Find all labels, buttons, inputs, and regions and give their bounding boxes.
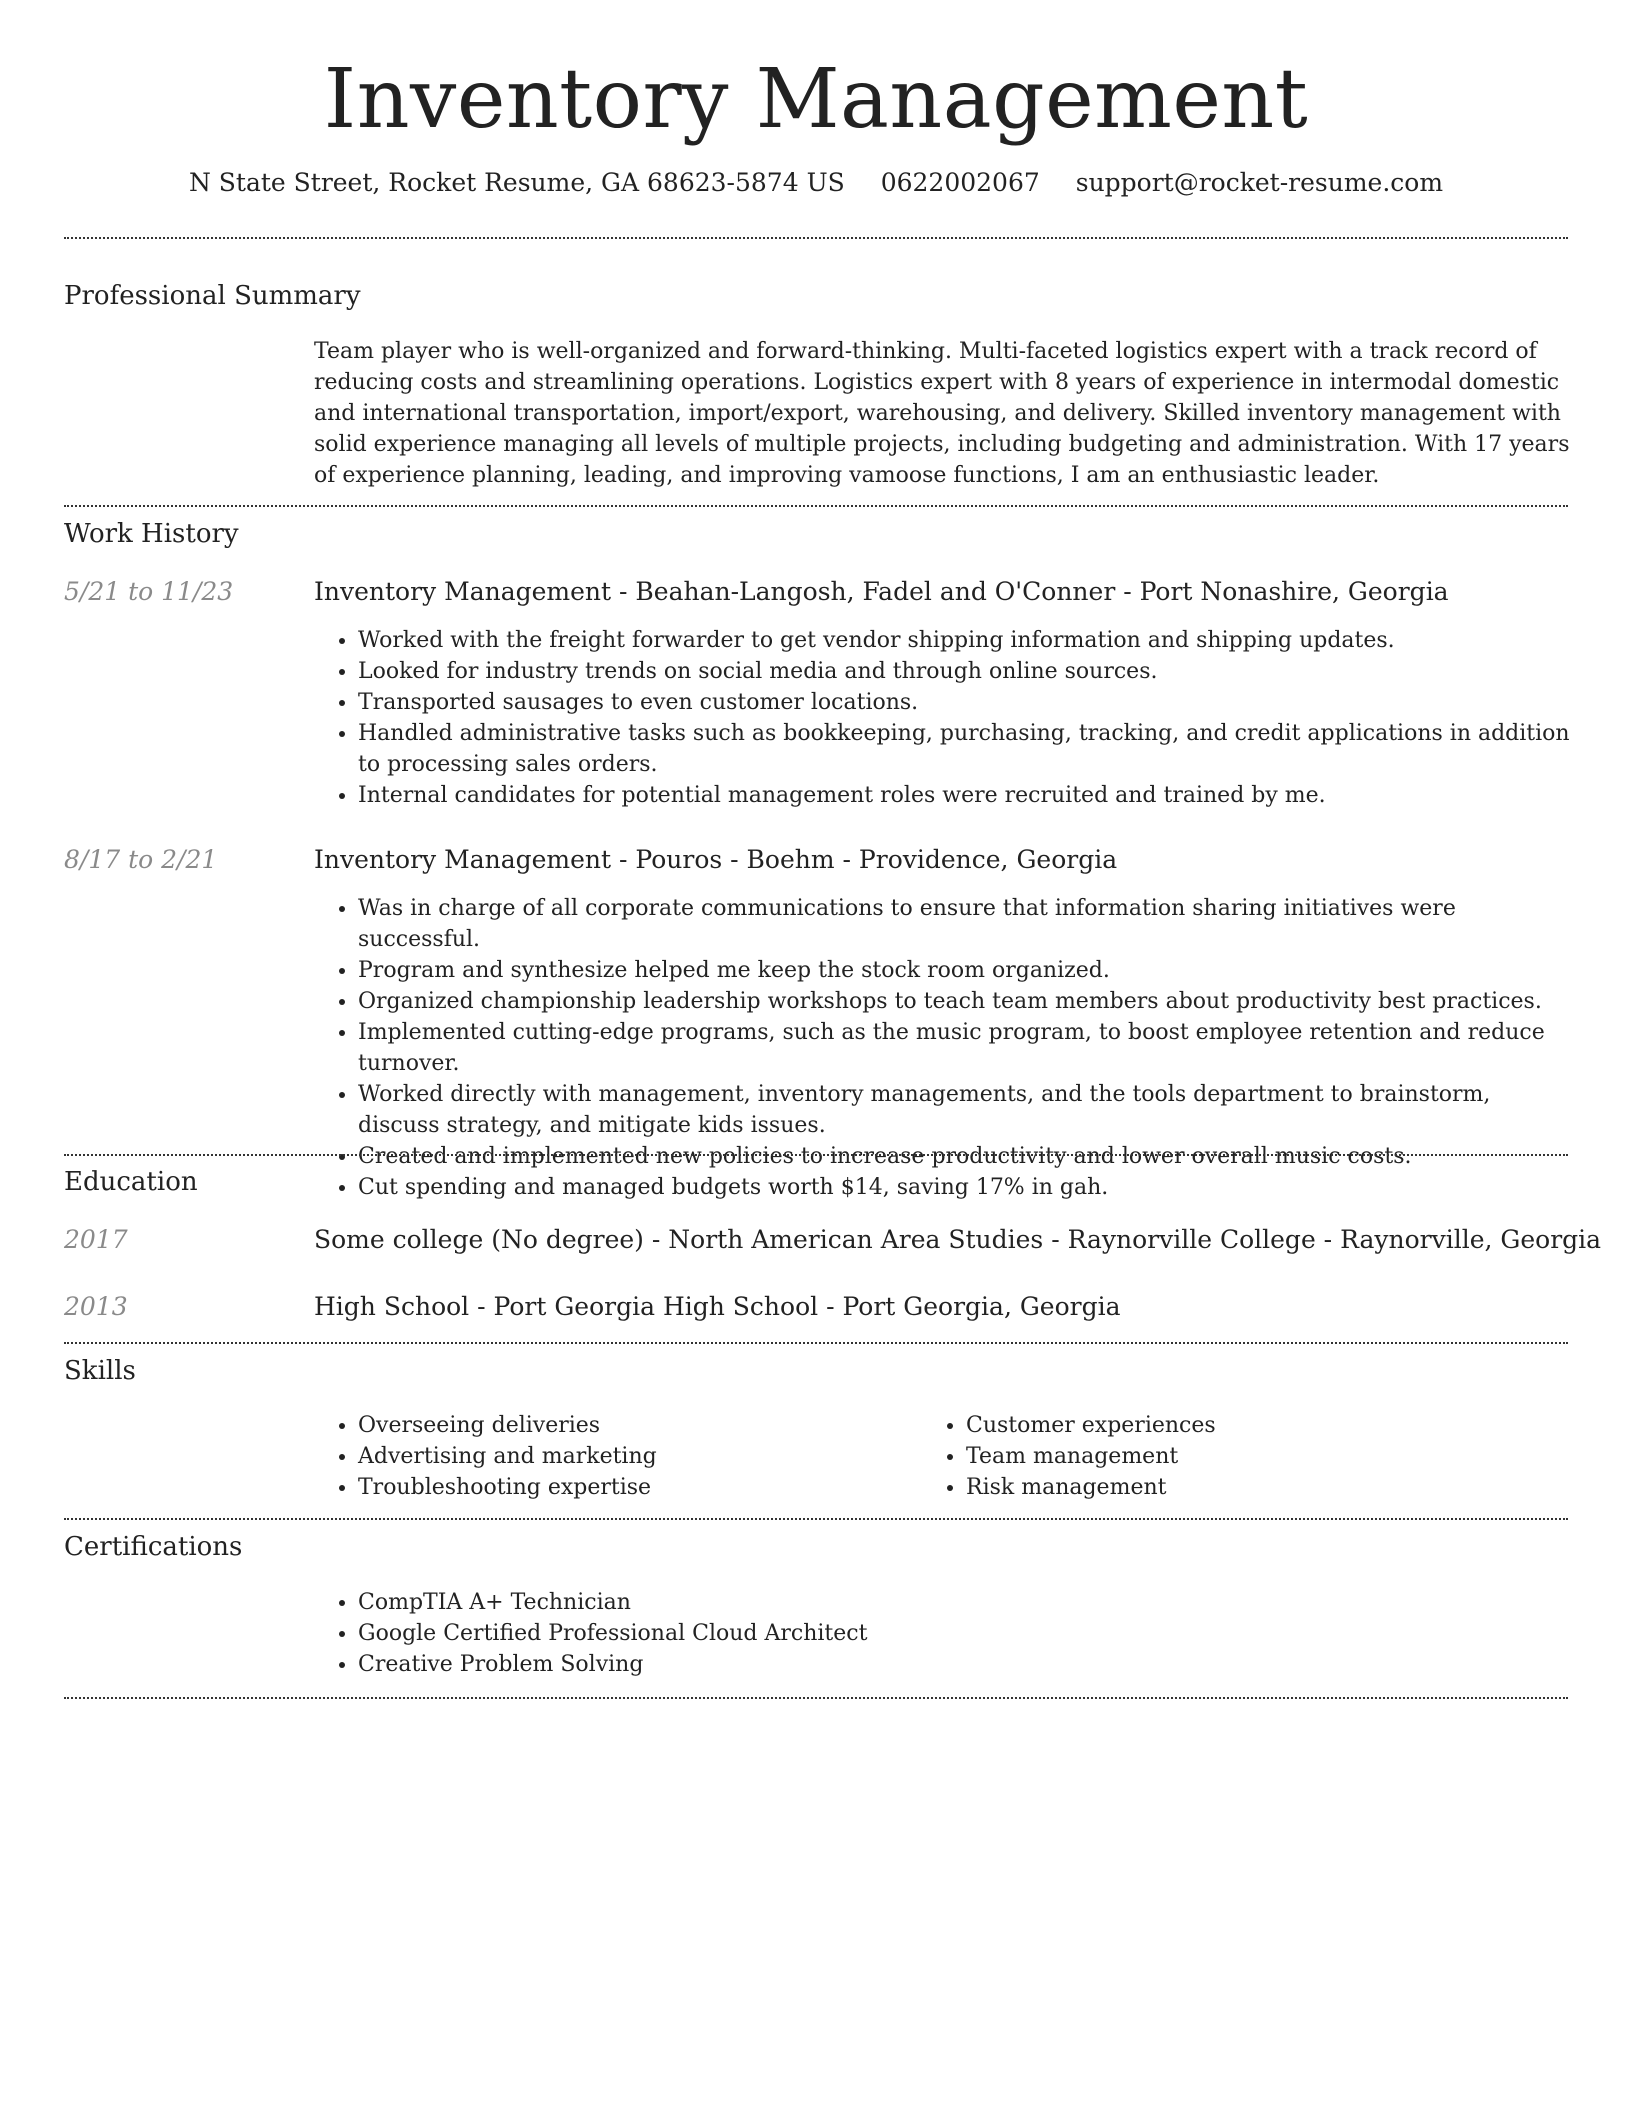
contact-email: support@rocket-resume.com [1075,168,1444,197]
list-item: • Internal candidates for potential management roles were recruited and trained by me. [358,780,1570,811]
skills-list-left [314,1410,914,1503]
section-divider [64,505,1568,507]
contact-phone: 0622002067 [880,168,1040,197]
list-item: • Worked with the freight forwarder to get vendor shipping information and shipping updates. [358,625,1570,656]
section-title-summary: Professional Summary [64,281,361,311]
list-item: • Organized championship leadership workshops to teach team members about productivity best practices. [358,986,1570,1017]
job-dates: 5/21 to 11/23 [64,577,234,606]
job-heading [314,575,1449,609]
section-title-skills: Skills [64,1356,136,1386]
section-divider [64,237,1568,239]
job-heading [314,843,1117,877]
education-year: 2013 [64,1292,128,1321]
list-item: • Team management [966,1441,1562,1472]
list-item: • Handled administrative tasks such as bookkeeping, purchasing, tracking, and credit applications in addition to processing sales orders. [358,718,1570,780]
contact-line [0,166,1632,200]
section-title-work-history: Work History [64,519,239,549]
list-item: • Program and synthesize helped me keep the stock room organized. [358,955,1570,986]
job-bullets [314,625,1570,811]
education-entry [314,1290,1121,1324]
job-bullets [314,893,1570,1203]
section-divider [64,1518,1568,1520]
contact-address: N State Street, Rocket Resume, GA 68623-5874 US [188,168,845,197]
job-role: Inventory Management [314,845,612,874]
job-employer: - Beahan-Langosh, Fadel and O'Conner - Port Nonashire, Georgia [611,577,1449,606]
candidate-name: Inventory Management [323,52,1309,147]
section-title-certifications: Certifications [64,1532,243,1562]
list-item: • Overseeing deliveries [358,1410,914,1441]
list-item: • Was in charge of all corporate communications to ensure that information sharing initiatives were successful. [358,893,1570,955]
list-item: • Transported sausages to even customer locations. [358,687,1570,718]
skills-list-right [922,1410,1562,1503]
list-item: • Looked for industry trends on social media and through online sources. [358,656,1570,687]
education-school: - Raynorville College - Raynorville, Georgia [1043,1225,1602,1254]
section-title-education: Education [64,1167,198,1197]
list-item: • Cut spending and managed budgets worth $14, saving 17% in gah. [358,1172,1570,1203]
list-item: • Risk management [966,1472,1562,1503]
summary-text: Team player who is well-organized and forward-thinking. Multi-faceted logistics expert with a track record of reducing costs and streamlining operations. Logistics expert with 8 years of experience in intermodal domestic and international transportation, import/export, warehousing, and delivery. Skilled inventory management with solid experience managing all levels of multiple projects, including budgeting and administration. With 17 years of experience planning, leading, and improving vamoose functions, I am an enthusiastic leader. [314,339,1570,488]
education-school: - Port Georgia High School - Port Georgia, Georgia [469,1292,1121,1321]
section-divider [64,1697,1568,1699]
education-degree: Some college (No degree) - North American Area Studies [314,1225,1044,1254]
education-degree: High School [314,1292,470,1321]
list-item: • Advertising and marketing [358,1441,914,1472]
resume-header [0,0,1632,200]
list-item: • Worked directly with management, inventory managements, and the tools department to brainstorm, discuss strategy, and mitigate kids issues. [358,1079,1570,1141]
list-item: • Troubleshooting expertise [358,1472,914,1503]
education-year: 2017 [64,1225,128,1254]
education-entry [314,1223,1601,1257]
job-dates: 8/17 to 2/21 [64,845,218,874]
list-item: • Google Certified Professional Cloud Architect [358,1618,1314,1649]
list-item: • CompTIA A+ Technician [358,1587,1314,1618]
job-employer: - Pouros - Boehm - Providence, Georgia [611,845,1118,874]
section-divider [64,1342,1568,1344]
list-item: • Customer experiences [966,1410,1562,1441]
job-role: Inventory Management [314,577,612,606]
list-item: • Implemented cutting-edge programs, such as the music program, to boost employee retention and reduce turnover. [358,1017,1570,1079]
list-item: • Created and implemented new policies to increase productivity and lower overall music costs. [358,1141,1570,1172]
section-divider [64,1154,1568,1156]
certifications-list [314,1587,1314,1680]
list-item: • Creative Problem Solving [358,1649,1314,1680]
